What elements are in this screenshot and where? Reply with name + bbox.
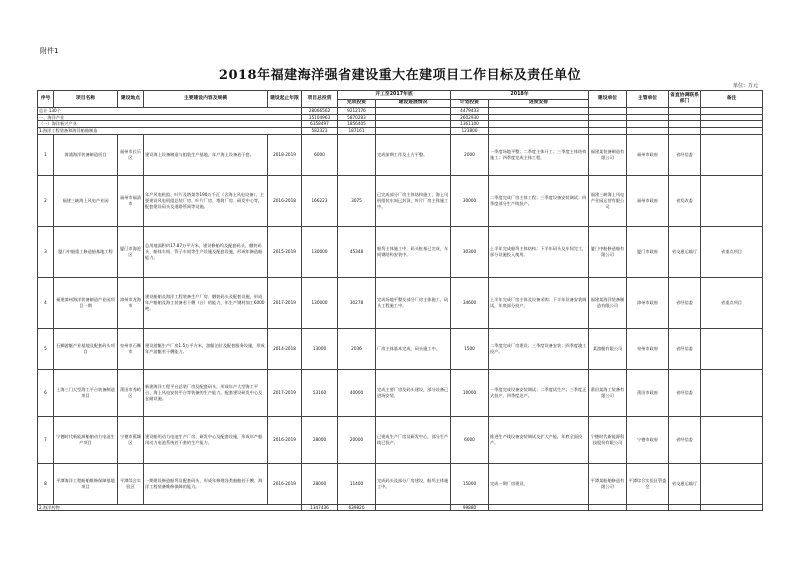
cell-content: 一期建设修造船坞及配套码头，形成年修理各类船舶若干艘、海洋工程装备维修保障的能力。 [144, 463, 268, 504]
cell-location: 福州市福清市 [118, 175, 144, 226]
cell-completed: 11400 [338, 463, 376, 504]
cell-coord: 省经信委 [669, 134, 701, 175]
cell-seq: 1 [38, 134, 54, 175]
cell-period: 2016-2019 [268, 463, 302, 504]
cell-coord: 省经信委 [669, 328, 701, 369]
cell-location: 平潭综合实验区 [118, 463, 144, 504]
cell-responsible: 平潭综合实验区管委会 [627, 463, 669, 504]
header-schedule: 进度安排 [489, 100, 589, 108]
cell-seq: 8 [38, 463, 54, 504]
cell-period: 2017-2019 [268, 277, 302, 328]
cell-period: 2016-2018 [268, 175, 302, 226]
summary-row [38, 114, 763, 121]
cell-coord: 省交通运输厅 [669, 463, 701, 504]
cell-seq: 4 [38, 277, 54, 328]
cell-period: 2017-2019 [268, 369, 302, 416]
cell-progress: 船坞主体施工中，码头桩基已完成，车间钢结构安装中。 [376, 226, 451, 277]
cell-remark [701, 134, 763, 175]
cell-location: 福州市长乐区 [118, 134, 144, 175]
cell-schedule: 二季度完成厂房主体工程；三季度设备安装调试；四季度部分生产线投产。 [489, 175, 589, 226]
header-location: 建设地点 [118, 91, 144, 108]
table-row [38, 277, 763, 328]
project-table [37, 90, 763, 511]
header-period: 建设起止年限 [268, 91, 302, 108]
cell-schedule: 二季度完成厂房建设；三季度设备安装；四季度竣工投产。 [489, 328, 589, 369]
summary-row [38, 128, 763, 135]
cell-builder: 福建某装备制造有限公司 [589, 134, 627, 175]
cell-progress: 完成场地平整及部分厂房主体施工，码头工程施工中。 [376, 277, 451, 328]
summary-total: 1347436 [302, 504, 338, 511]
cell-schedule: 上半年完成船坞主体结构；下半年码头及车间完工，部分设施投入使用。 [489, 226, 589, 277]
cell-progress: 厂房主体基本完成，码头施工中。 [376, 328, 451, 369]
cell-total: 130000 [302, 277, 338, 328]
cell-name: 福建漳州海洋装备制造产业园项目一期 [54, 277, 118, 328]
table-row [38, 175, 763, 226]
cell-schedule: 推进生产线设备安装调试及扩大产能，年底全面投产。 [489, 416, 589, 463]
document-title: 2018年福建海洋强省建设重大在建项目工作目标及责任单位 [218, 68, 582, 83]
summary-label: 1.海洋工程装备和海洋船舶制造 [38, 128, 302, 135]
cell-builder: 厦门中船修造船有限公司 [589, 226, 627, 277]
cell-period: 2016-2019 [268, 416, 302, 463]
cell-builder: 福建三峡海上风电产业园运营有限公司 [589, 175, 627, 226]
cell-remark: 省重点项目 [701, 226, 763, 277]
table-row [38, 369, 763, 416]
summary-completed: 187161 [338, 128, 376, 135]
cell-location: 厦门市海沧区 [118, 226, 144, 277]
cell-seq: 5 [38, 328, 54, 369]
header-row-1 [38, 91, 763, 100]
summary-row [38, 504, 763, 511]
cell-progress: 完成前期工作及土方平整。 [376, 134, 451, 175]
cell-builder: 福建某海洋装备制造有限公司 [589, 277, 627, 328]
summary-total: 582323 [302, 128, 338, 135]
cell-name: 宁德时代新能源船舶动力电池生产项目 [54, 416, 118, 463]
header-plan-invest: 计划投资 [451, 100, 489, 108]
cell-completed: 40000 [338, 369, 376, 416]
cell-completed: 20000 [338, 416, 376, 463]
cell-coord: 省交通运输厅 [669, 226, 701, 277]
summary-completed: 9212176 [338, 108, 376, 115]
cell-plan: 34600 [451, 277, 489, 328]
cell-content: 新建海洋工程平台总装厂房及配套码头，形成年产大型海工平台、海上风电安装平台等装备的生产能力，配套建设研发中心及仓储设施。 [144, 369, 268, 416]
cell-remark: 省重点项目 [701, 277, 763, 328]
summary-plan: 4479433 [451, 108, 489, 115]
cell-responsible: 莆田市政府 [627, 369, 669, 416]
cell-responsible: 漳州市政府 [627, 277, 669, 328]
cell-name: 石狮游艇产业基地及配套码头项目 [54, 328, 118, 369]
cell-name: 福建三峡海上风电产业园 [54, 175, 118, 226]
cell-content: 建设海上设备制造与组装生产基地，年产海上设备若干套。 [144, 134, 268, 175]
cell-name: 上海三门大型海工平台装备制造项目 [54, 369, 118, 416]
cell-plan: 10000 [451, 369, 489, 416]
header-seq: 序号 [38, 91, 54, 108]
cell-location: 漳州市龙海市 [118, 277, 144, 328]
summary-total: 6358497 [302, 121, 338, 128]
cell-completed: 30278 [338, 277, 376, 328]
cell-responsible: 福州市政府 [627, 134, 669, 175]
cell-progress: 完成码头及部分厂房建设，船坞主体施工中。 [376, 463, 451, 504]
cell-remark [701, 328, 763, 369]
cell-completed: 45348 [338, 226, 376, 277]
cell-plan: 2000 [451, 134, 489, 175]
cell-content: 建设船舶及海洋工程装备生产厂房、舾装码头及配套设施，形成年产船舶及海工装备若干艘（台）的能力，年生产钢材加工6000吨。 [144, 277, 268, 328]
summary-row [38, 108, 763, 115]
cell-coord: 省经信委 [669, 416, 701, 463]
cell-completed [338, 134, 376, 175]
cell-total: 13000 [302, 328, 338, 369]
cell-remark [701, 175, 763, 226]
cell-responsible: 福州市政府 [627, 175, 669, 226]
header-name: 项目名称 [54, 91, 118, 108]
header-responsible: 主管单位 [627, 91, 669, 108]
summary-plan: 1361100 [451, 121, 489, 128]
header-group-2018: 2018年 [451, 91, 589, 100]
cell-builder: 平潭某船舶修造有限公司 [589, 463, 627, 504]
cell-plan: 1500 [451, 328, 489, 369]
cell-schedule: 一季度完成设备安装调试；二季度试生产；三季度正式投产，四季度达产。 [489, 369, 589, 416]
header-content: 主要建设内容及规模 [144, 91, 268, 108]
cell-schedule: 上半年完成厂房主体及设备采购；下半年设备安装调试，年底部分投产。 [489, 277, 589, 328]
cell-total: 166223 [302, 175, 338, 226]
summary-completed: 5870283 [338, 114, 376, 121]
cell-responsible: 厦门市政府 [627, 226, 669, 277]
header-completed-invest: 完成投资 [338, 100, 376, 108]
table-row [38, 134, 763, 175]
cell-completed: 3075 [338, 175, 376, 226]
table-row [38, 416, 763, 463]
summary-plan: 2602930 [451, 114, 489, 121]
header-group-2017: 开工至2017年底 [338, 91, 451, 100]
header-progress: 建设进展情况 [376, 100, 451, 108]
cell-total: 130000 [302, 226, 338, 277]
cell-location: 泉州市石狮市 [118, 328, 144, 369]
summary-label: 一、海洋产业 [38, 114, 302, 121]
header-total-invest: 项目总投资 [302, 91, 338, 108]
cell-coord: 省发改委 [669, 175, 701, 226]
summary-completed: 639820 [338, 504, 376, 511]
header-builder: 建设单位 [589, 91, 627, 108]
cell-total: 6000 [302, 134, 338, 175]
cell-seq: 3 [38, 226, 54, 277]
cell-seq: 6 [38, 369, 54, 416]
cell-progress: 完成主要厂房及码头建设，部分设备已进场安装。 [376, 369, 451, 416]
cell-responsible: 宁德市政府 [627, 416, 669, 463]
cell-content: 总用地面积约17.87万平方米，建设修船坞及配套码头、舾装码头、船体车间、管子车间等生产设施及配套设施，形成年修造船能力。 [144, 226, 268, 277]
cell-name: 厦门中船重工修造船基地工程 [54, 226, 118, 277]
summary-label: （一）海洋新兴产业 [38, 121, 302, 128]
cell-plan: 30300 [451, 226, 489, 277]
cell-plan: 30000 [451, 175, 489, 226]
table-row [38, 328, 763, 369]
summary-plan: 99880 [451, 504, 489, 511]
header-remark: 备注 [701, 91, 763, 108]
cell-plan: 15000 [451, 463, 489, 504]
cell-remark [701, 463, 763, 504]
summary-plan: 123800 [451, 128, 489, 135]
summary-total: 28066562 [302, 108, 338, 115]
cell-name: 平潭海洋工程船舶维修保障基地项目 [54, 463, 118, 504]
cell-location: 莆田市秀屿区 [118, 369, 144, 416]
cell-completed: 2036 [338, 328, 376, 369]
cell-responsible: 泉州市政府 [627, 328, 669, 369]
cell-total: 28000 [302, 416, 338, 463]
cell-seq: 7 [38, 416, 54, 463]
cell-schedule: 完成一期厂房建设。 [489, 463, 589, 504]
cell-total: 28000 [302, 463, 338, 504]
table-row [38, 226, 763, 277]
cell-period: 2014-2018 [268, 328, 302, 369]
unit-label: 单位：万元 [732, 83, 758, 89]
cell-remark [701, 416, 763, 463]
attachment-label: 附件1 [40, 47, 59, 55]
summary-label: 总计 130个 [38, 108, 302, 115]
cell-name: 漳浦海洋装备制造项目 [54, 134, 118, 175]
cell-location: 宁德市蕉城区 [118, 416, 144, 463]
summary-total: 15104963 [302, 114, 338, 121]
cell-builder: 莆田某海工装备有限公司 [589, 369, 627, 416]
cell-total: 53160 [302, 369, 338, 416]
header-coord: 省直协调联系部门 [669, 91, 701, 108]
cell-remark [701, 369, 763, 416]
table-row [38, 463, 763, 504]
summary-row [38, 121, 763, 128]
cell-period: 2015-2019 [268, 226, 302, 277]
cell-plan: 6000 [451, 416, 489, 463]
cell-coord: 省经信委 [669, 369, 701, 416]
cell-coord: 省经信委 [669, 277, 701, 328]
summary-completed: 1856405 [338, 121, 376, 128]
cell-progress: 已完成部分厂房主体结构施工，海上风机组装车间已封顶，叶片厂房主体施工中。 [376, 175, 451, 226]
cell-seq: 2 [38, 175, 54, 226]
cell-progress: 已建成生产厂房及研发中心，部分生产线已投产。 [376, 416, 451, 463]
cell-builder: 宁德时代新能源科技股份有限公司 [589, 416, 627, 463]
summary-label: 2.海洋药物 [38, 504, 302, 511]
cell-period: 2018-2019 [268, 134, 302, 175]
cell-content: 建设游艇生产厂房1.5万平方米，游艇泊位及配套服务设施，形成年产游艇若干艘能力。 [144, 328, 268, 369]
cell-content: 年产风电机组、叶片及塔架等190万千瓦（含海上风电设备），主要建设风电机组总装厂房、叶片厂房、塔筒厂房、研发中心等，配套建设码头及道路管网等设施。 [144, 175, 268, 226]
cell-schedule: 一季度场地平整；二季度主体开工；三季度主体结构施工；四季度完成主体工程。 [489, 134, 589, 175]
cell-builder: 某游艇有限公司 [589, 328, 627, 369]
cell-content: 建设船用动力电池生产厂房、研发中心及配套设施，形成年产船用动力电池系统若干套的生产能力。 [144, 416, 268, 463]
